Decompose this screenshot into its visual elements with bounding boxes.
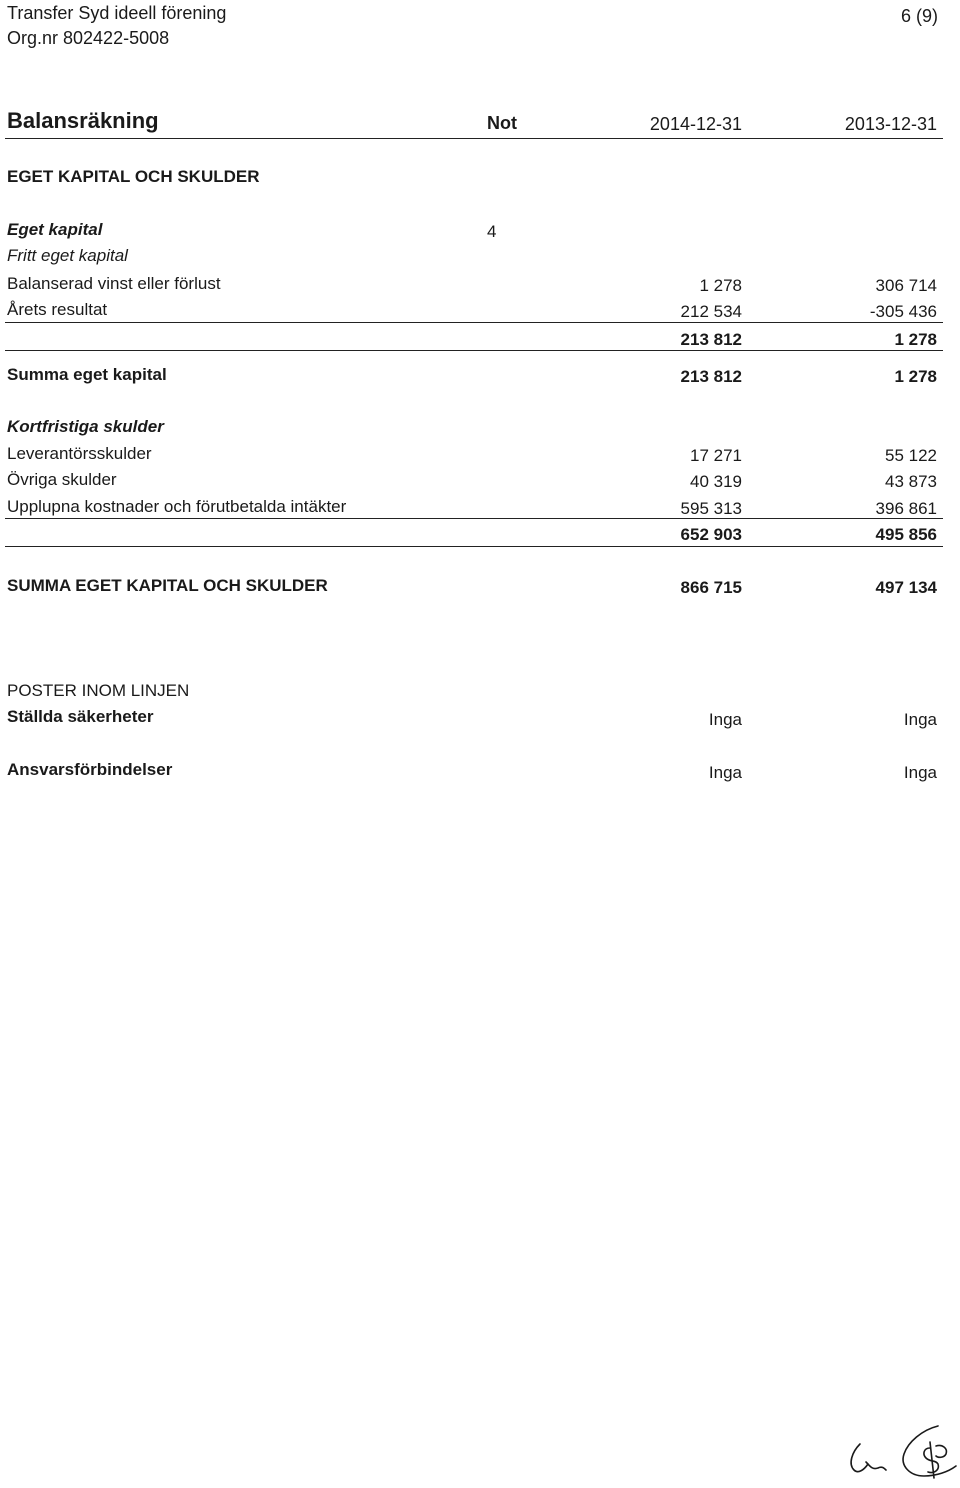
liabilities-rows-underline <box>5 518 943 519</box>
equity-note: 4 <box>487 222 497 241</box>
equity-row-label: Balanserad vinst eller förlust <box>7 274 221 293</box>
off-balance-row-current: Inga <box>708 710 742 729</box>
equity-rows-underline <box>5 322 943 323</box>
equity-total-current: 213 812 <box>680 367 742 386</box>
liabilities-heading: Kortfristiga skulder <box>7 417 164 436</box>
org-number: Org.nr 802422-5008 <box>7 28 170 48</box>
previous-year-header: 2013-12-31 <box>844 114 937 134</box>
page-number: 6 (9) <box>900 6 938 26</box>
liabilities-row-previous: 396 861 <box>875 499 937 518</box>
equity-subheading: Fritt eget kapital <box>7 246 128 265</box>
liabilities-subtotal-underline <box>5 546 943 547</box>
off-balance-row-previous: Inga <box>903 710 937 729</box>
grand-total-previous: 497 134 <box>875 578 937 597</box>
equity-row-current: 212 534 <box>680 302 742 321</box>
off-balance-heading: POSTER INOM LINJEN <box>7 681 190 700</box>
equity-row-label: Årets resultat <box>7 300 108 319</box>
equity-row-previous: 306 714 <box>875 276 937 295</box>
equity-heading: Eget kapital <box>7 220 103 239</box>
equity-total-previous: 1 278 <box>894 367 937 386</box>
equity-total-label: Summa eget kapital <box>7 365 167 384</box>
grand-total-label: SUMMA EGET KAPITAL OCH SKULDER <box>7 576 328 595</box>
section-title: EGET KAPITAL OCH SKULDER <box>7 167 260 186</box>
grand-total-current: 866 715 <box>680 578 742 597</box>
liabilities-row-current: 40 319 <box>690 472 742 491</box>
equity-subtotal-underline <box>5 350 943 351</box>
liabilities-row-label: Upplupna kostnader och förutbetalda intäkter <box>7 497 347 516</box>
liabilities-row-label: Övriga skulder <box>7 470 117 489</box>
org-name: Transfer Syd ideell förening <box>7 3 227 23</box>
liabilities-subtotal-current: 652 903 <box>680 525 742 544</box>
page-title: Balansräkning <box>7 108 159 133</box>
equity-subtotal-previous: 1 278 <box>894 330 937 349</box>
off-balance-row-previous: Inga <box>903 763 937 782</box>
title-underline <box>5 138 943 139</box>
equity-row-current: 1 278 <box>699 276 742 295</box>
liabilities-row-previous: 43 873 <box>885 472 937 491</box>
current-year-header: 2014-12-31 <box>649 114 742 134</box>
liabilities-row-current: 17 271 <box>690 446 742 465</box>
equity-subtotal-current: 213 812 <box>680 330 742 349</box>
off-balance-row-label: Ställda säkerheter <box>7 707 154 726</box>
handwritten-initials-signature <box>838 1418 960 1484</box>
note-column-header: Not <box>487 113 517 133</box>
liabilities-subtotal-previous: 495 856 <box>875 525 937 544</box>
liabilities-row-previous: 55 122 <box>885 446 937 465</box>
off-balance-row-current: Inga <box>708 763 742 782</box>
off-balance-row-label: Ansvarsförbindelser <box>7 760 173 779</box>
equity-row-previous: -305 436 <box>869 302 937 321</box>
liabilities-row-current: 595 313 <box>680 499 742 518</box>
liabilities-row-label: Leverantörsskulder <box>7 444 152 463</box>
